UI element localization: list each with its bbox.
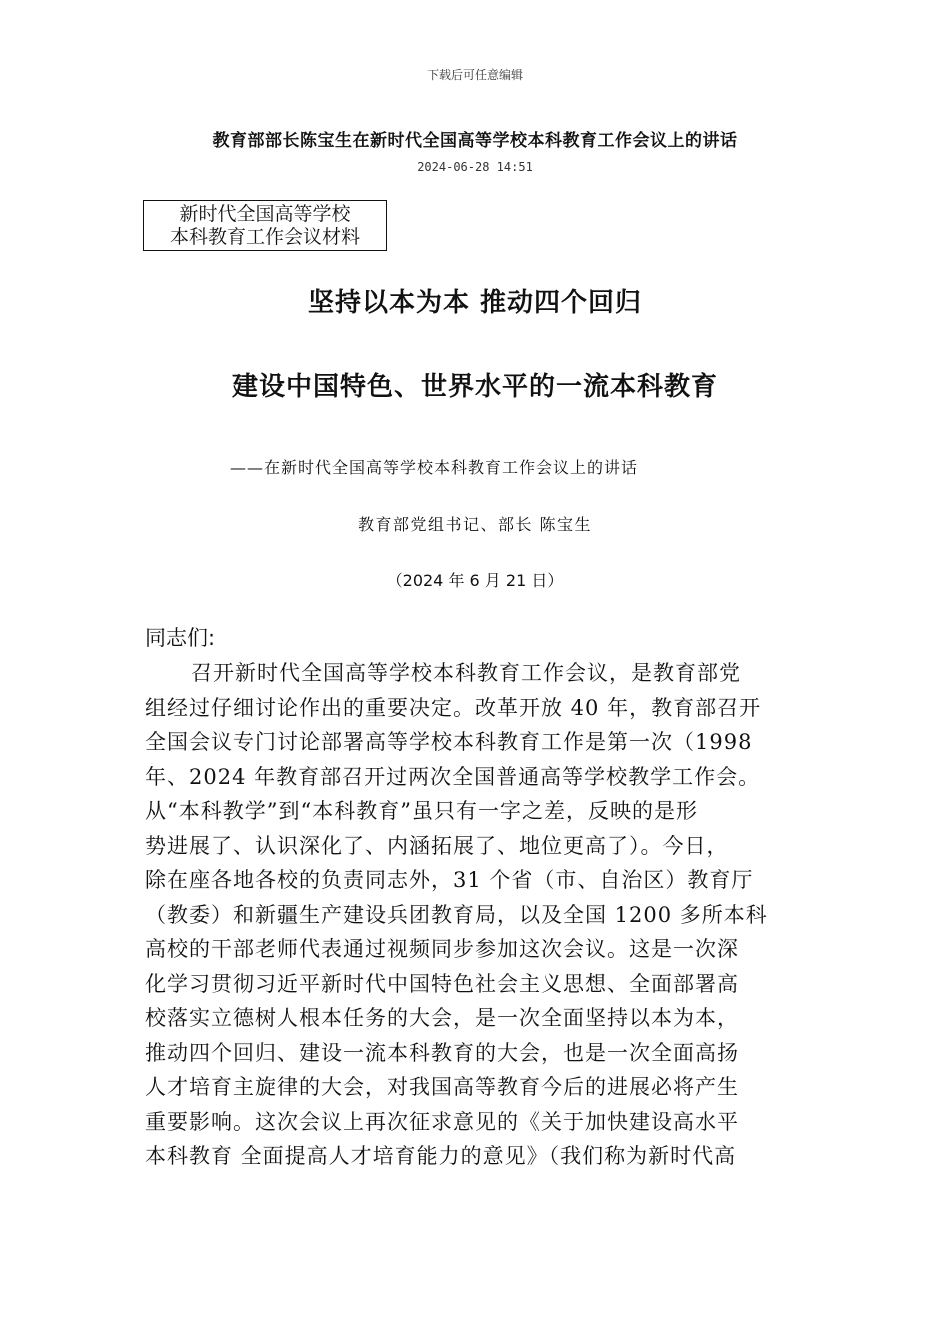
body-line: 校落实立德树人根本任务的大会，是一次全面坚持以本为本，: [145, 1006, 739, 1030]
speech-title-line-1: 坚持以本为本 推动四个回归: [307, 288, 643, 318]
speech-body: [145, 656, 805, 1174]
body-line: 召开新时代全国高等学校本科教育工作会议，是教育部党: [191, 661, 741, 685]
body-line: 本科教育 全面提高人才培育能力的意见》（我们称为新时代高: [145, 1144, 737, 1168]
body-line: 推动四个回归、建设一流本科教育的大会，也是一次全面高扬: [145, 1040, 739, 1065]
speech-subtitle: ——在新时代全国高等学校本科教育工作会议上的讲话: [230, 458, 639, 477]
speech-date: （2024 年 6 月 21 日）: [386, 571, 564, 590]
body-line: 高校的干部老师代表通过视频同步参加这次会议。这是一次深: [145, 937, 739, 961]
speech-author: 教育部党组书记、部长 陈宝生: [357, 515, 593, 534]
speech-greeting: 同志们:: [145, 626, 216, 650]
article-date: 2024-06-28 14:51: [417, 160, 533, 174]
body-line: （教委）和新疆生产建设兵团教育局，以及全国 1200 多所本科: [145, 902, 768, 927]
speech-title-line-2: 建设中国特色、世界水平的一流本科教育: [231, 372, 718, 402]
material-label-line-2: 本科教育工作会议材料: [169, 226, 360, 248]
body-line: 化学习贯彻习近平新时代中国特色社会主义思想、全面部署高: [145, 971, 739, 996]
body-line: 组经过仔细讨论作出的重要决定。改革开放 40 年，教育部召开: [145, 695, 762, 720]
header-note: 下载后可任意编辑: [426, 68, 523, 82]
material-label-line-1: 新时代全国高等学校: [179, 203, 351, 225]
body-line: 年、2024 年教育部召开过两次全国普通高等学校教学工作会。: [145, 764, 761, 789]
body-line: 重要影响。这次会议上再次征求意见的《关于加快建设高水平: [145, 1109, 739, 1134]
body-line: 全国会议专门讨论部署高等学校本科教育工作是第一次（1998: [145, 730, 753, 754]
article-title: 教育部部长陈宝生在新时代全国高等学校本科教育工作会议上的讲话: [212, 131, 738, 151]
body-line: 人才培育主旋律的大会，对我国高等教育今后的进展必将产生: [145, 1075, 739, 1099]
body-line: 除在座各地各校的负责同志外，31 个省（市、自治区）教育厅: [145, 868, 754, 892]
material-label-box: [143, 200, 387, 251]
body-line: 势进展了、认识深化了、内涵拓展了、地位更高了）。今日，: [145, 833, 729, 858]
body-line: 从“本科教学”到“本科教育”虽只有一字之差，反映的是形: [145, 799, 698, 823]
